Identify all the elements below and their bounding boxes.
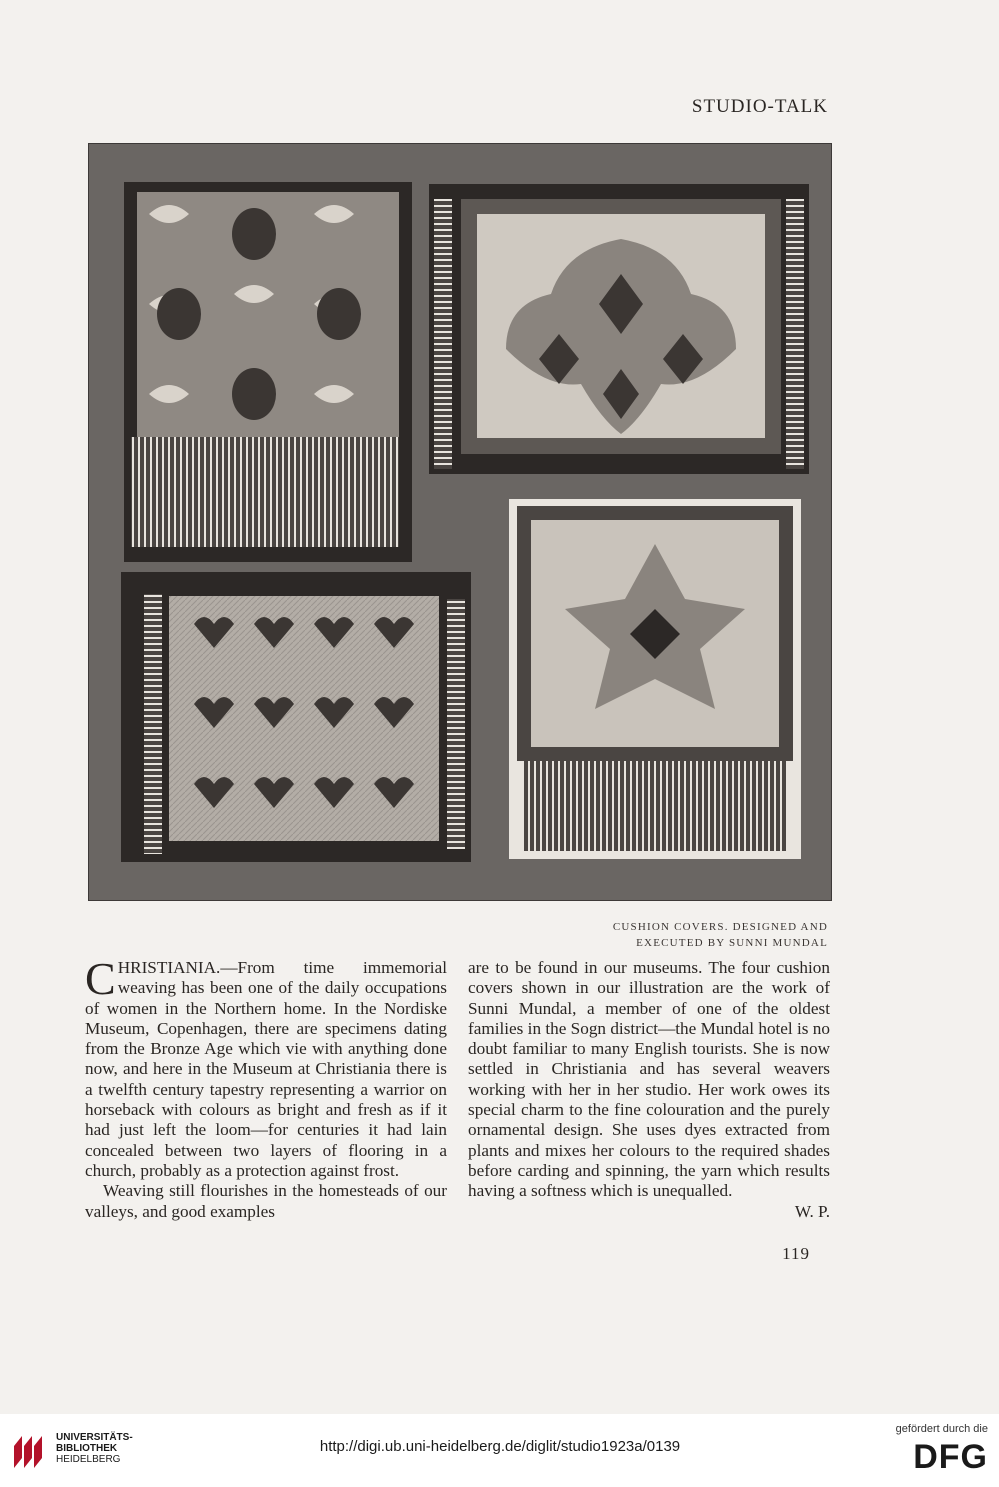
caption-line: CUSHION COVERS. DESIGNED AND <box>612 921 828 933</box>
photo-plate <box>88 143 832 901</box>
funding-note: gefördert durch die <box>895 1423 988 1435</box>
cushion-cover-medallion <box>429 184 809 474</box>
cushion-cover-hearts <box>121 572 471 862</box>
library-name-line: UNIVERSITÄTS- <box>56 1432 133 1443</box>
drop-cap: C <box>85 953 116 1004</box>
dfg-logo: DFG <box>913 1438 988 1476</box>
figure-caption <box>560 919 828 951</box>
paragraph: Weaving still flourishes in the homesteads of our valleys, and good examples <box>85 1181 447 1221</box>
author-signature: W. P. <box>794 1201 830 1221</box>
university-library-logo-icon <box>10 1432 50 1472</box>
library-name <box>56 1432 133 1465</box>
paragraph: are to be found in our museums. The four cushion covers shown in our illustration are the work of Sunni Mundal, a member of one of the oldest families in the Sogn district—the Mundal hotel is no doubt familiar to many English tourists. She is now settled in Christiania and has several weavers working with her in her studio. Her work owes its special charm to the fine colouration and the purely ornamental design. She uses dyes extracted from plants and mixes her colours to the required shades before carding and spinning, the yarn which results having a softness which is unequalled. <box>468 958 830 1201</box>
left-column <box>85 953 447 1222</box>
right-column <box>468 958 830 1222</box>
permalink[interactable]: http://digi.ub.uni-heidelberg.de/diglit/studio1923a/0139 <box>319 1438 681 1455</box>
caption-line: EXECUTED BY SUNNI MUNDAL <box>636 937 828 949</box>
library-name-line: BIBLIOTHEK <box>56 1443 118 1454</box>
cushion-cover-star <box>509 499 801 859</box>
paragraph-text: HRISTIANIA.—From time immemorial weaving has been one of the daily occupations of women in the Northern home. In the Nordiske Museum, Copenhagen, there are specimens dating from the Bronze Age which vie with anything done now, and here in the Museum at Christiania there is a twelfth century tapestry representing a warrior on horseback with colours as bright and fresh as if it had just left the loom—for centuries it had lain concealed between two layers of flooring in a church, probably as a protection against frost. <box>85 958 447 1180</box>
cushion-cover-squirrels <box>124 182 412 562</box>
cushion-covers-illustration <box>89 144 831 900</box>
library-name-line: HEIDELBERG <box>56 1454 121 1465</box>
running-head: STUDIO-TALK <box>691 96 828 117</box>
page-number: 119 <box>782 1244 810 1263</box>
paragraph <box>85 953 447 1181</box>
